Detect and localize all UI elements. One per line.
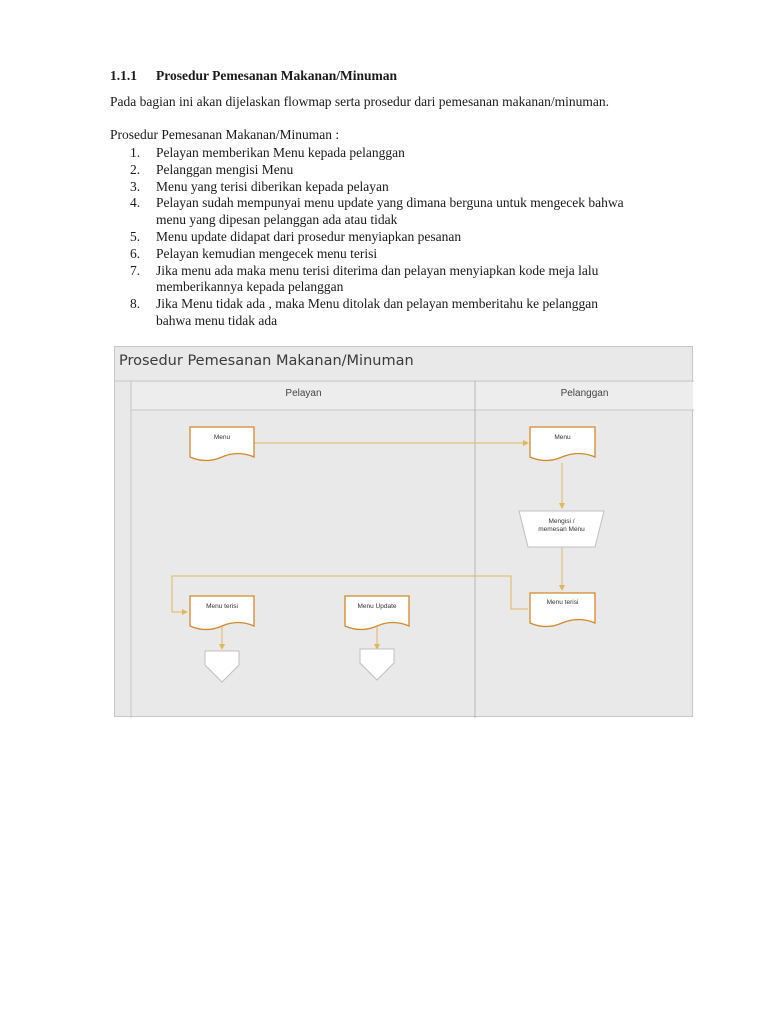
step-text: Pelayan kemudian mengecek menu terisi <box>156 245 378 261</box>
shape-label-menu-update: Menu Update <box>357 603 397 610</box>
document-shape-menu-pelayan <box>190 427 254 461</box>
diagram-title: Prosedur Pemesanan Makanan/Minuman <box>119 353 414 369</box>
shape-label-mengisi-line2: memesan Menu <box>538 526 585 533</box>
lane-label-pelanggan: Pelanggan <box>560 388 609 399</box>
step-text: Pelanggan mengisi Menu <box>156 161 294 177</box>
section-title: Prosedur Pemesanan Makanan/Minuman <box>156 68 398 83</box>
procedure-step <box>110 179 710 196</box>
step-text: Menu yang terisi diberikan kepada pelayan <box>156 178 389 194</box>
procedure-step <box>110 296 710 330</box>
step-number: 8. <box>130 296 141 312</box>
procedure-step <box>110 246 710 263</box>
shape-label-menu-pelayan: Menu <box>213 434 231 441</box>
step-number: 7. <box>130 262 141 278</box>
offpage-connector-pelayan <box>205 651 239 682</box>
step-text-continued: menu yang dipesan pelanggan ada atau tidak <box>156 212 398 228</box>
step-number: 2. <box>130 161 141 177</box>
procedure-steps <box>110 145 710 330</box>
shape-label-menu-terisi-pelanggan: Menu terisi <box>546 599 579 606</box>
shape-label-mengisi-line1: Mengisi / <box>548 518 575 525</box>
offpage-connector-update <box>360 649 394 680</box>
step-text: Pelayan sudah mempunyai menu update yang dimana berguna untuk mengecek bahwa <box>156 195 624 211</box>
flowmap-diagram <box>114 346 693 717</box>
procedure-step <box>110 145 710 162</box>
procedure-step <box>110 229 710 246</box>
section-number: 1.1.1 <box>110 68 137 83</box>
document-shape-menu-pelanggan <box>530 427 595 461</box>
step-text: Jika menu ada maka menu terisi diterima dan pelayan menyiapkan kode meja lalu <box>156 262 599 278</box>
step-number: 5. <box>130 228 141 244</box>
section-heading <box>110 68 397 84</box>
step-text-continued: bahwa menu tidak ada <box>156 312 278 328</box>
step-text: Menu update didapat dari prosedur menyiapkan pesanan <box>156 228 462 244</box>
procedure-step <box>110 162 710 179</box>
procedure-list-title: Prosedur Pemesanan Makanan/Minuman : <box>110 127 340 142</box>
step-number: 4. <box>130 195 141 211</box>
flowmap-canvas <box>115 347 694 718</box>
document-shape-menu-terisi-pelayan <box>190 596 254 630</box>
step-text-continued: memberikannya kepada pelanggan <box>156 279 344 295</box>
step-text: Jika Menu tidak ada , maka Menu ditolak dan pelayan memberitahu ke pelanggan <box>156 296 598 312</box>
step-number: 6. <box>130 245 141 261</box>
shape-label-menu-pelanggan: Menu <box>554 434 571 441</box>
step-number: 3. <box>130 178 141 194</box>
procedure-step <box>110 263 710 297</box>
shape-label-menu-terisi-pelayan: Menu terisi <box>206 603 238 610</box>
lane-label-pelayan: Pelayan <box>285 388 322 399</box>
document-shape-menu-update <box>345 596 409 630</box>
step-number: 1. <box>130 145 141 160</box>
intro-paragraph: Pada bagian ini akan dijelaskan flowmap serta prosedur dari pemesanan makanan/minuman. <box>110 94 609 109</box>
step-text: Pelayan memberikan Menu kepada pelanggan <box>156 145 405 160</box>
procedure-step <box>110 195 710 229</box>
